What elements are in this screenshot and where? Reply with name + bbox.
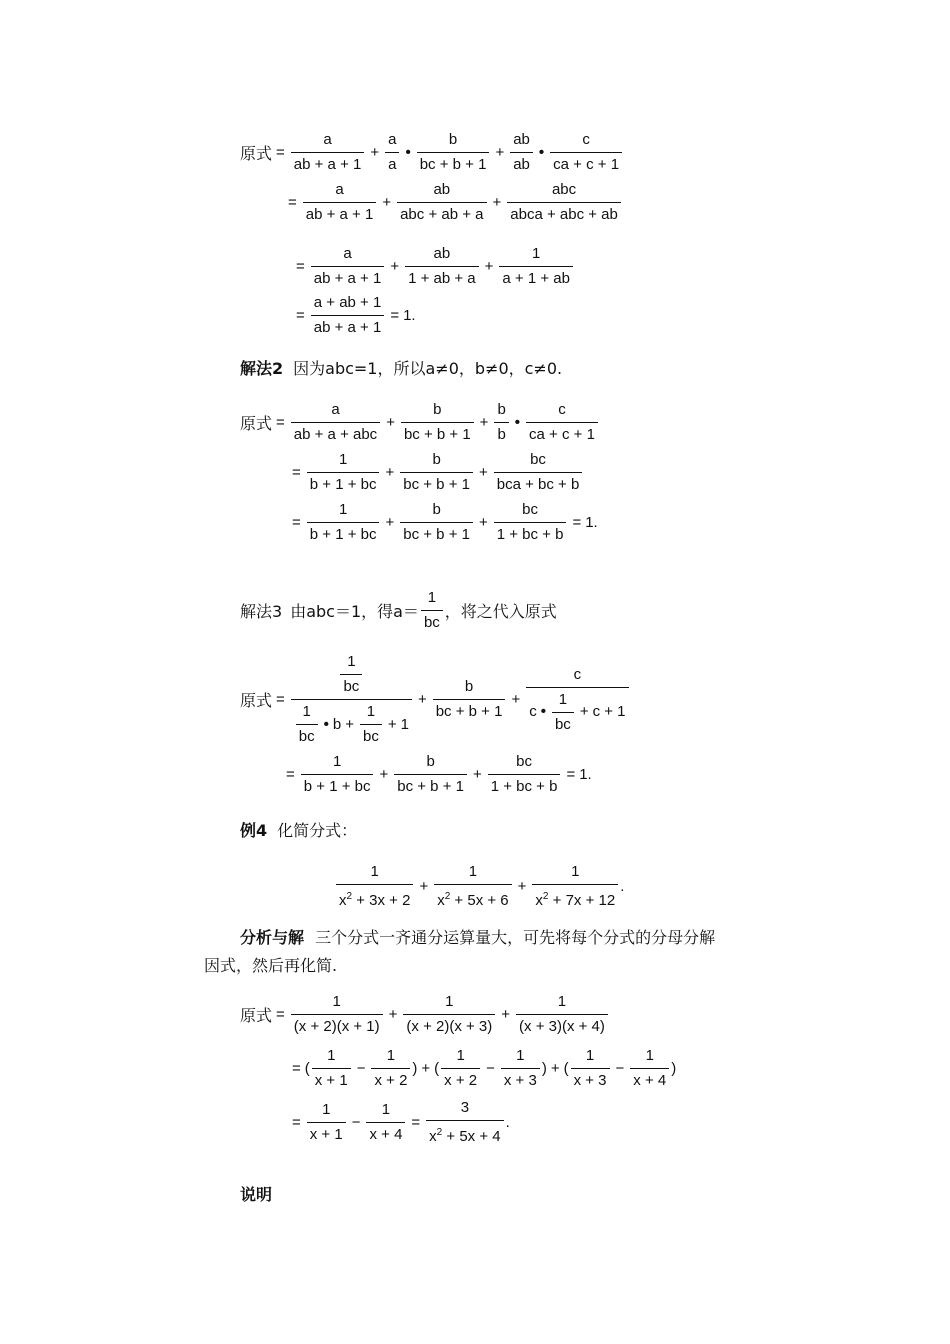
analysis-paragraph-cont (204, 952, 337, 980)
fraction: $\frac{1}{bc}$ (421, 588, 443, 633)
fraction: $\frac{1}{b + 1 + bc}$ (307, 450, 380, 495)
analysis-line-1: 三个分式一齐通分运算量大，可先将每个分式的分母分解 (315, 928, 716, 947)
ex4-expression: $\frac{1}{x^2 + 3x + 2}$ + $\frac{1}{x^2 + 5x + 6}$ + $\frac{1}{x^2 + 7x + 12}$ . (334, 862, 624, 911)
analysis-title: 分析与解 (240, 928, 305, 947)
m1-line-3: = $\frac{a}{ab + a + 1}$ + $\frac{ab}{1 + ab + a}$ + $\frac{1}{a + 1 + ab}$ (292, 244, 575, 289)
fraction: $\frac{1}{b + 1 + bc}$ (301, 752, 374, 797)
fraction: $\frac{a + ab + 1}{ab + a + 1}$ (311, 293, 385, 338)
method2-heading (240, 356, 562, 379)
fraction: $\frac{1}{x + 3}$ (501, 1046, 540, 1091)
example4-title: 例4 (240, 821, 268, 840)
ex4-line-3: = $\frac{1}{x + 1}$ − $\frac{1}{x + 4}$ = $\frac{3}{x^2 + 5x + 4}$ . (292, 1099, 510, 1145)
m2-line-2: = $\frac{1}{b + 1 + bc}$ + $\frac{b}{bc + b + 1}$ + $\frac{bc}{\text{bca + bc + b}}$ (288, 450, 584, 495)
m1-line-4: = $\frac{a + ab + 1}{ab + a + 1}$ = 1. (296, 294, 416, 336)
fraction: $\frac{c}{ca + c + 1}$ (526, 400, 598, 445)
method3-title: 解法3 (240, 602, 283, 621)
fraction: $\frac{1}{x^2 + 7x + 12}$ (532, 862, 618, 911)
fraction: $\frac{1}{(x + 3)(x + 4)}$ (516, 992, 608, 1037)
example4-text: 化简分式： (277, 821, 358, 840)
example4-heading (240, 818, 357, 841)
fraction: $\frac{b}{bc + b + 1}$ (401, 400, 474, 445)
fraction: $\frac{1}{(x + 2)(x + 3)}$ (403, 992, 495, 1037)
fraction: $\frac{\text{abc}}{\text{abca + abc + ab}}$ (507, 180, 621, 225)
yuanshi-label: 原式 (240, 691, 273, 710)
note-heading (240, 1182, 272, 1205)
method3-text-a: 由abc＝1，得a＝ (290, 602, 419, 621)
fraction: $\frac{b}{bc + b + 1}$ (417, 130, 490, 175)
yuanshi-label: 原式 (240, 1006, 273, 1025)
note-title: 说明 (240, 1185, 273, 1204)
fraction: $\frac{ab}{ab}$ (510, 130, 533, 175)
fraction: $\frac{ab}{1 + ab + a}$ (405, 244, 479, 289)
fraction: $\frac{1}{x + 2}$ (441, 1046, 480, 1091)
method3-text-b: ，将之代入原式 (444, 602, 557, 621)
fraction: $\frac{1}{x + 4}$ (366, 1100, 405, 1145)
fraction: $\frac{3}{x^2 + 5x + 4}$ (426, 1098, 503, 1147)
fraction: $\frac{b}{bc + b + 1}$ (433, 677, 506, 722)
fraction: $\frac{1}{x + 1}$ (307, 1100, 346, 1145)
fraction: $\frac{b}{bc + b + 1}$ (400, 450, 473, 495)
fraction: $\frac{1}{x + 1}$ (312, 1046, 351, 1091)
fraction: $\frac{c}{ca + c + 1}$ (550, 130, 622, 175)
method2-text: 因为abc=1，所以a≠0，b≠0，c≠0. (293, 359, 563, 378)
yuanshi-label: 原式 (240, 144, 273, 163)
compound-fraction: c c • $\frac{1}{bc}$ + c + 1 (526, 665, 628, 735)
fraction: $\frac{a}{a}$ (385, 130, 399, 175)
fraction: $\frac{1}{b + 1 + bc}$ (307, 500, 380, 545)
fraction: $\frac{a}{ab + a + 1}$ (291, 130, 365, 175)
method3-heading (240, 588, 557, 633)
fraction: $\frac{bc}{1 + bc + b}$ (488, 752, 561, 797)
fraction: $\frac{1}{x^2 + 3x + 2}$ (336, 862, 413, 911)
yuanshi-label: 原式 (240, 414, 273, 433)
compound-fraction: $\frac{1}{bc}$ $\frac{1}{bc}$ • b + $\frac{1}{bc}$ + 1 (291, 652, 412, 747)
fraction: $\frac{bc}{1 + bc + b}$ (494, 500, 567, 545)
m3-line-1: 原式 = $\frac{1}{bc}$ $\frac{1}{bc}$ • b + $\frac{1}{bc}$ + 1 + $\frac{b}{bc + b + 1}$ + c c • $\frac{1}{bc}$ + c + 1 (240, 652, 631, 747)
fraction: $\frac{1}{x + 2}$ (371, 1046, 410, 1091)
fraction: $\frac{b}{bc + b + 1}$ (394, 752, 467, 797)
m1-line-2: = $\frac{a}{ab + a + 1}$ + $\frac{ab}{\text{abc + ab + a}}$ + $\frac{\text{abc}}{\text{abca + abc + ab}}$ (284, 180, 623, 225)
analysis-line-2: 因式，然后再化简. (204, 956, 338, 975)
ex4-line-1: 原式 = $\frac{1}{(x + 2)(x + 1)}$ + $\frac{1}{(x + 2)(x + 3)}$ + $\frac{1}{(x + 3)(x + 4)}$ (240, 992, 610, 1037)
m1-line-1: 原式 = $\frac{a}{ab + a + 1}$ + $\frac{a}{a}$ • $\frac{b}{bc + b + 1}$ + $\frac{ab}{ab}$ • $\frac{c}{ca + c + 1}$ (240, 130, 624, 175)
fraction: $\frac{1}{x + 4}$ (630, 1046, 669, 1091)
m2-line-1: 原式 = $\frac{a}{\text{ab + a + abc}}$ + $\frac{b}{bc + b + 1}$ + $\frac{b}{b}$ • $\frac{c}{ca + c + 1}$ (240, 400, 600, 445)
fraction: $\frac{a}{ab + a + 1}$ (311, 244, 385, 289)
fraction: $\frac{bc}{\text{bca + bc + b}}$ (494, 450, 583, 495)
fraction: $\frac{ab}{\text{abc + ab + a}}$ (397, 180, 486, 225)
m3-line-2: = $\frac{1}{b + 1 + bc}$ + $\frac{b}{bc + b + 1}$ + $\frac{bc}{1 + bc + b}$ = 1. (286, 753, 592, 795)
fraction: $\frac{1}{a + 1 + ab}$ (499, 244, 573, 289)
fraction: $\frac{a}{ab + a + 1}$ (303, 180, 377, 225)
fraction: $\frac{1}{(x + 2)(x + 1)}$ (291, 992, 383, 1037)
fraction: $\frac{a}{\text{ab + a + abc}}$ (291, 400, 380, 445)
fraction: $\frac{1}{x + 3}$ (571, 1046, 610, 1091)
ex4-line-2: = ( $\frac{1}{x + 1}$ − $\frac{1}{x + 2}$ ) + ( $\frac{1}{x + 2}$ − $\frac{1}{x + 3}$ ) + ( $\frac{1}{x + 3}$ − $\frac{1}{x + 4}$ ) (292, 1047, 677, 1089)
method2-title: 解法2 (240, 359, 284, 378)
fraction: $\frac{b}{b}$ (494, 400, 508, 445)
fraction: $\frac{1}{x^2 + 5x + 6}$ (434, 862, 511, 911)
m2-line-3: = $\frac{1}{b + 1 + bc}$ + $\frac{b}{bc + b + 1}$ + $\frac{bc}{1 + bc + b}$ = 1. (292, 501, 598, 543)
analysis-paragraph (240, 924, 820, 952)
fraction: $\frac{b}{bc + b + 1}$ (400, 500, 473, 545)
